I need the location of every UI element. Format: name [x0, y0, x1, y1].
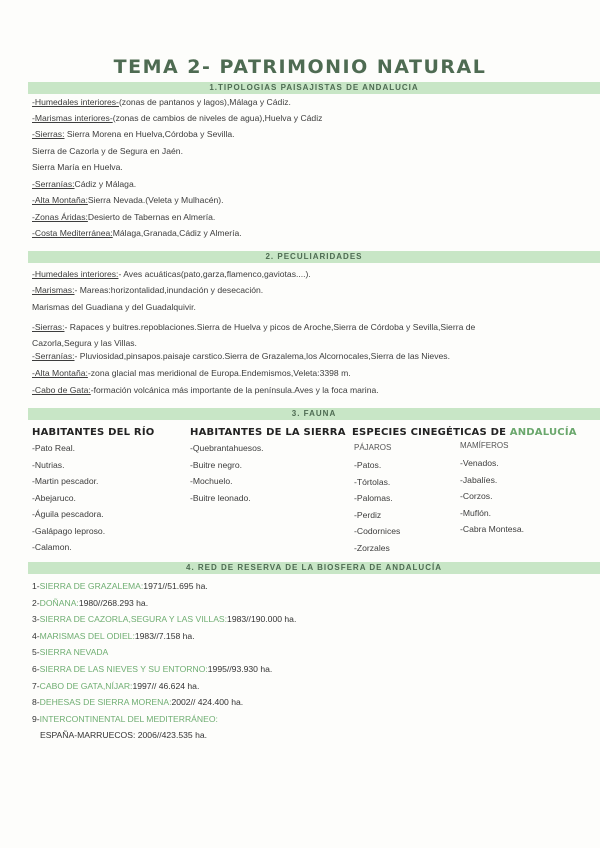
reserva-number: 2- — [32, 597, 40, 608]
item-text: Marismas del Guadiana y del Guadalquivir. — [32, 302, 196, 312]
reserva-number: 6- — [32, 664, 40, 674]
reserva-details: 2002// 424.400 ha. — [171, 697, 244, 708]
list-item: -Corzos. — [460, 491, 493, 501]
item-text: Cádiz y Málaga. — [74, 179, 137, 189]
reserva-number: 7- — [32, 680, 40, 691]
reserva-name: SIERRA NEVADA — [39, 647, 109, 658]
list-item: -Patos. — [354, 460, 382, 470]
list-item — [32, 319, 512, 351]
cinegeticas-heading-a: ESPECIES CINEGÉTICAS DE — [352, 427, 510, 438]
reserva-item — [32, 678, 199, 695]
list-item: -Palomas. — [354, 493, 393, 503]
section-header-reservas: 4. RED DE RESERVA DE LA BIOSFERA DE ANDALUCÍA — [28, 562, 600, 574]
item-key: -Serranías: — [32, 351, 75, 361]
list-item: -Tórtolas. — [354, 476, 391, 487]
item-key: -Alta Montaña: — [32, 368, 88, 378]
list-item: -Buitre negro. — [190, 459, 243, 470]
item-text: -formación volcánica más importante de la península.Aves y la foca marina. — [90, 385, 379, 395]
list-item: -Mochuelo. — [190, 476, 233, 486]
list-item: -Jabalíes. — [460, 474, 498, 485]
mamiferos-list — [460, 455, 524, 538]
list-item — [32, 269, 311, 280]
item-text: Sierra de Cazorla y de Segura en Jaén. — [32, 146, 183, 156]
item-text: Desierto de Tabernas en Almería. — [87, 212, 216, 222]
list-item: -Venados. — [460, 458, 499, 468]
item-key: -Sierras: — [32, 322, 65, 332]
reserva-number: 3- — [32, 614, 40, 625]
list-item — [32, 228, 242, 239]
item-text: - Aves acuáticas(pato,garza,flamenco,gaviotas....). — [118, 269, 311, 279]
list-item: -Quebrantahuesos. — [190, 443, 264, 453]
reserva-name: CABO DE GATA,NÍJAR: — [39, 680, 133, 691]
reserva-item — [32, 595, 148, 612]
item-text: -zona glacial mas meridional de Europa.Endemismos,Veleta:3398 m. — [87, 368, 351, 378]
reserva-item — [32, 628, 195, 645]
reserva-details: 1983//190.000 ha. — [227, 614, 297, 625]
item-key: -Marismas: — [32, 285, 75, 295]
mamiferos-label: MAMÍFEROS — [460, 441, 509, 450]
reserva-item — [32, 661, 272, 678]
list-item — [32, 129, 235, 140]
list-item — [32, 97, 291, 108]
list-item: -Martin pescador. — [32, 476, 99, 486]
reserva-name: SIERRA DE CAZORLA,SEGURA Y LAS VILLAS: — [39, 614, 228, 625]
cinegeticas-heading-b: ANDALUCÍA — [509, 427, 577, 438]
item-text: - Pluviosidad,pinsapos.paisaje carstico.Sierra de Grazalema,los Alcornocales,Sierra de las Nieves. — [74, 351, 450, 361]
list-item — [32, 162, 123, 173]
list-item — [32, 351, 450, 362]
section-header-tipologias: 1.TIPOLOGIAS PAISAJISTAS DE ANDALUCIA — [28, 82, 600, 94]
section-header-peculiaridades: 2. PECULIARIDADES — [28, 251, 600, 263]
list-item — [32, 179, 136, 190]
item-key: -Sierras: — [32, 129, 65, 139]
item-key: -Marismas interiores- — [32, 113, 113, 123]
reserva-item — [32, 644, 108, 661]
reserva-details: 1980//268.293 ha. — [78, 597, 149, 608]
list-item: -Águila pescadora. — [32, 509, 104, 519]
item-key: -Costa Mediterránea: — [32, 228, 113, 238]
pajaros-label: PÁJAROS — [354, 443, 392, 452]
list-item — [32, 212, 215, 223]
cinegeticas-heading — [352, 427, 577, 438]
list-item: -Cabra Montesa. — [460, 524, 525, 534]
item-text: Sierra María en Huelva. — [32, 162, 123, 172]
list-item — [32, 146, 183, 157]
list-item — [32, 302, 196, 313]
reserva-number: 9- — [32, 713, 40, 724]
reserva-extra: ESPAÑA-MARRUECOS: 2006//423.535 ha. — [40, 730, 208, 740]
item-text: (zonas de cambios de niveles de agua),Huelva y Cádiz — [112, 113, 323, 123]
list-item — [32, 113, 322, 124]
list-item: -Codornices — [354, 526, 401, 536]
item-key: -Cabo de Gata: — [32, 385, 91, 395]
reserva-details: 1997// 46.624 ha. — [132, 680, 200, 691]
list-item: -Galápago leproso. — [32, 525, 106, 536]
item-key: -Humedales interiores: — [32, 269, 119, 279]
item-text: Málaga,Granada,Cádiz y Almería. — [112, 228, 242, 238]
reserva-name: MARISMAS DEL ODIEL: — [39, 630, 135, 641]
sierra-heading: HABITANTES DE LA SIERRA — [190, 427, 346, 438]
reserva-item — [32, 578, 208, 595]
reserva-name: DEHESAS DE SIERRA MORENA: — [39, 697, 172, 708]
item-text: - Mareas:horizontalidad,inundación y desecación. — [74, 285, 264, 295]
reserva-details: 1983//7.158 ha. — [134, 630, 195, 641]
list-item: -Abejaruco. — [32, 492, 76, 503]
sierra-list — [190, 440, 264, 506]
list-item — [32, 285, 263, 296]
item-key: -Alta Montaña: — [32, 195, 88, 205]
reserva-name: DOÑANA: — [39, 597, 79, 608]
rio-list — [32, 440, 105, 556]
pajaros-list — [354, 457, 400, 556]
item-text: (zonas de pantanos y lagos),Málaga y Cádiz. — [118, 97, 291, 107]
reserva-item — [32, 611, 296, 628]
list-item: -Pato Real. — [32, 443, 75, 453]
list-item — [32, 385, 379, 396]
list-item: -Muflón. — [460, 507, 492, 518]
reserva-item — [32, 711, 218, 728]
item-text: Sierra Morena en Huelva,Córdoba y Sevilla. — [64, 129, 235, 139]
reserva-number: 8- — [32, 697, 40, 708]
item-key: -Zonas Áridas: — [32, 212, 88, 222]
reserva-details: 1971//51.695 ha. — [143, 581, 208, 591]
item-text: - Rapaces y buitres.repoblaciones.Sierra de Huelva y picos de Aroche,Sierra de Córdoba y Sevilla,Sierra de Cazorla,Segura y las Villas. — [32, 322, 476, 348]
list-item: -Perdiz — [354, 509, 382, 520]
reserva-item — [32, 694, 243, 711]
list-item — [32, 368, 351, 379]
list-item — [32, 195, 224, 206]
list-item: -Buitre leonado. — [190, 492, 251, 503]
reserva-name: SIERRA DE LAS NIEVES Y SU ENTORNO: — [39, 664, 208, 674]
item-key: -Serranías: — [32, 179, 75, 189]
reserva-number: 5- — [32, 647, 40, 658]
item-key: -Humedales interiores- — [32, 97, 119, 107]
list-item: -Nutrias. — [32, 459, 65, 470]
reserva-details: 1995//93.930 ha. — [207, 664, 273, 674]
list-item: -Calamon. — [32, 542, 72, 552]
item-text: Sierra Nevada.(Veleta y Mulhacén). — [87, 195, 224, 205]
reserva-name: SIERRA DE GRAZALEMA: — [39, 581, 144, 591]
list-item: -Zorzales — [354, 542, 390, 553]
reserva-number: 1- — [32, 581, 40, 591]
section-header-fauna: 3. FAUNA — [28, 408, 600, 420]
page-title: TEMA 2- PATRIMONIO NATURAL — [113, 56, 487, 78]
rio-heading: HABITANTES DEL RÍO — [32, 427, 155, 438]
reserva-name: INTERCONTINENTAL DEL MEDITERRÁNEO: — [39, 713, 218, 724]
reserva-number: 4- — [32, 630, 40, 641]
